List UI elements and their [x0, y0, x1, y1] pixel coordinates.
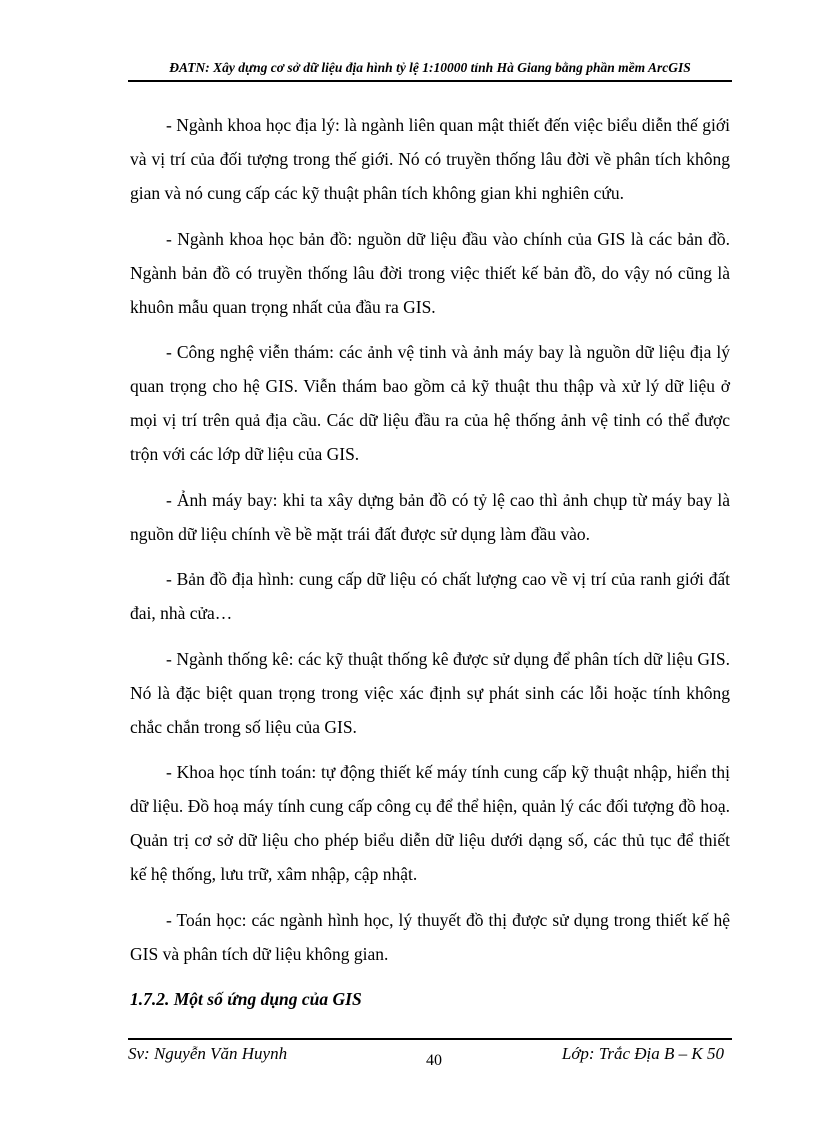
paragraph-geography: - Ngành khoa học địa lý: là ngành liên quan mật thiết đến việc biểu diễn thế giới và vị trí của đối tượng trong thế giới. Nó có truyền thống lâu đời về phân tích không gian và nó cung cấp các kỹ thuật phân tích không gian khi nghiên cứu.	[130, 115, 730, 203]
main-body	[130, 108, 730, 1016]
paragraph-statistics: - Ngành thống kê: các kỹ thuật thống kê được sử dụng để phân tích dữ liệu GIS. Nó là đặc biệt quan trọng trong việc xác định sự phát sinh các lỗi hoặc tính không chắc chắn trong số liệu của GIS.	[130, 648, 730, 737]
paragraph-remote-sensing: - Công nghệ viễn thám: các ảnh vệ tinh và ảnh máy bay là nguồn dữ liệu địa lý quan trọng cho hệ GIS. Viễn thám bao gồm cả kỹ thuật thu thập và xử lý dữ liệu ở mọi vị trí trên quả địa cầu. Các dữ liệu đầu ra của hệ thống ảnh vệ tinh có thể được trộn với các lớp dữ liệu của GIS.	[130, 342, 730, 464]
paragraph-topographic-map: - Bản đồ địa hình: cung cấp dữ liệu có chất lượng cao về vị trí của ranh giới đất đai, nhà cửa…	[130, 569, 730, 623]
paragraph-aerial-photo: - Ảnh máy bay: khi ta xây dựng bản đồ có tỷ lệ cao thì ảnh chụp từ máy bay là nguồn dữ liệu chính về bề mặt trái đất được sử dụng làm đầu vào.	[130, 489, 730, 544]
running-header: ĐATN: Xây dựng cơ sở dữ liệu địa hình tỷ lệ 1:10000 tỉnh Hà Giang bằng phần mềm ArcGIS	[169, 60, 691, 75]
footer-divider	[128, 1038, 732, 1040]
paragraph-mathematics: - Toán học: các ngành hình học, lý thuyết đồ thị được sử dụng trong thiết kế hệ GIS và phân tích dữ liệu không gian.	[130, 909, 730, 964]
paragraph-computing: - Khoa học tính toán: tự động thiết kế máy tính cung cấp kỹ thuật nhập, hiển thị dữ liệu. Đồ hoạ máy tính cung cấp công cụ để thể hiện, quản lý các đối tượng đồ hoạ. Quản trị cơ sở dữ liệu cho phép biểu diễn dữ liệu dưới dạng số, các thủ tục để thiết kế hệ thống, lưu trữ, xâm nhập, cập nhật.	[130, 762, 730, 884]
footer-student-name: Sv: Nguyễn Văn Huynh	[128, 1044, 288, 1063]
header-divider	[128, 80, 732, 82]
page-number: 40	[426, 1052, 442, 1069]
paragraph-cartography: - Ngành khoa học bản đồ: nguồn dữ liệu đầu vào chính của GIS là các bản đồ. Ngành bản đồ có truyền thống lâu đời trong việc thiết kế bản đồ, do vậy nó cũng là khuôn mẫu quan trọng nhất của đầu ra GIS.	[130, 228, 730, 317]
section-heading: 1.7.2. Một số ứng dụng của GIS	[130, 989, 362, 1009]
footer-class: Lớp: Trắc Địa B – K 50	[561, 1044, 724, 1063]
